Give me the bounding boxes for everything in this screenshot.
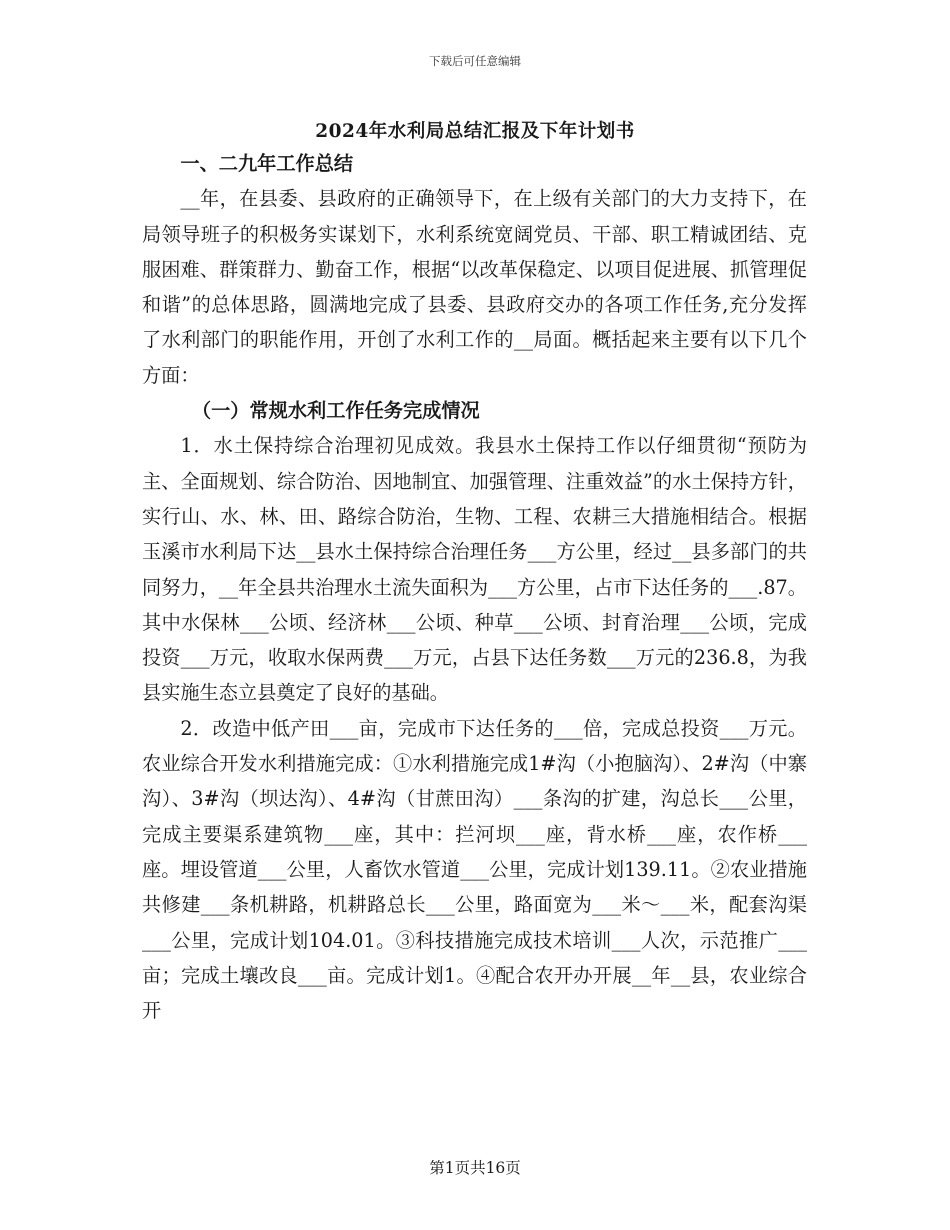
document-title: 2024年水利局总结汇报及下年计划书 <box>315 121 635 142</box>
header-note: 下载后可任意编辑 <box>429 54 521 68</box>
paragraph-farmland-improvement: 2．改造中低产田___亩，完成市下达任务的___倍，完成总投资___万元。农业综合开发水利措施完成：①水利措施完成1#沟（小抱脑沟）、2#沟（中寨沟）、3#沟（坝达沟）、4#沟（甘蔗田沟）___条沟的扩建，沟总长___公里，完成主要渠系建筑物___座，其中：拦河坝___座，背水桥___座，农作桥___座。埋设管道___公里，人畜饮水管道___公里，完成计划139.11。②农业措施共修建___条机耕路，机耕路总长___公里，路面宽为___米～___米，配套沟渠___公里，完成计划104.01。③科技措施完成技术培训___人次，示范推广___亩；完成土壤改良___亩。完成计划1。④配合农开办开展__年__县，农业综合开 <box>142 716 807 1023</box>
paragraph-soil-conservation: 1．水土保持综合治理初见成效。我县水土保持工作以仔细贯彻“预防为主、全面规划、综合防治、因地制宜、加强管理、注重效益”的水土保持方针，实行山、水、林、田、路综合防治，生物、工程、农耕三大措施相结合。根据玉溪市水利局下达__县水土保持综合治理任务___方公里，经过__县多部门的共同努力，__年全县共治理水土流失面积为___方公里，占市下达任务的___.87。其中水保林___公顷、经济林___公顷、种草___公顷、封育治理___公顷，完成投资___万元，收取水保两费___万元，占县下达任务数___万元的236.8，为我县实施生态立县奠定了良好的基础。 <box>142 434 807 705</box>
section-heading: 一、二九年工作总结 <box>180 152 354 175</box>
page-number: 第1页共16页 <box>429 1159 521 1177</box>
intro-paragraph: __年，在县委、县政府的正确领导下，在上级有关部门的大力支持下，在局领导班子的积极务实谋划下，水利系统宽阔党员、干部、职工精诚团结、克服困难、群策群力、勤奋工作，根据“以改革保稳定、以项目促进展、抓管理促和谐”的总体思路，圆满地完成了县委、县政府交办的各项工作任务,充分发挥了水利部门的职能作用，开创了水利工作的__局面。概括起来主要有以下几个方面： <box>142 187 807 387</box>
subsection-heading: （一）常规水利工作任务完成情况 <box>191 399 480 423</box>
document-body <box>142 146 807 1028</box>
